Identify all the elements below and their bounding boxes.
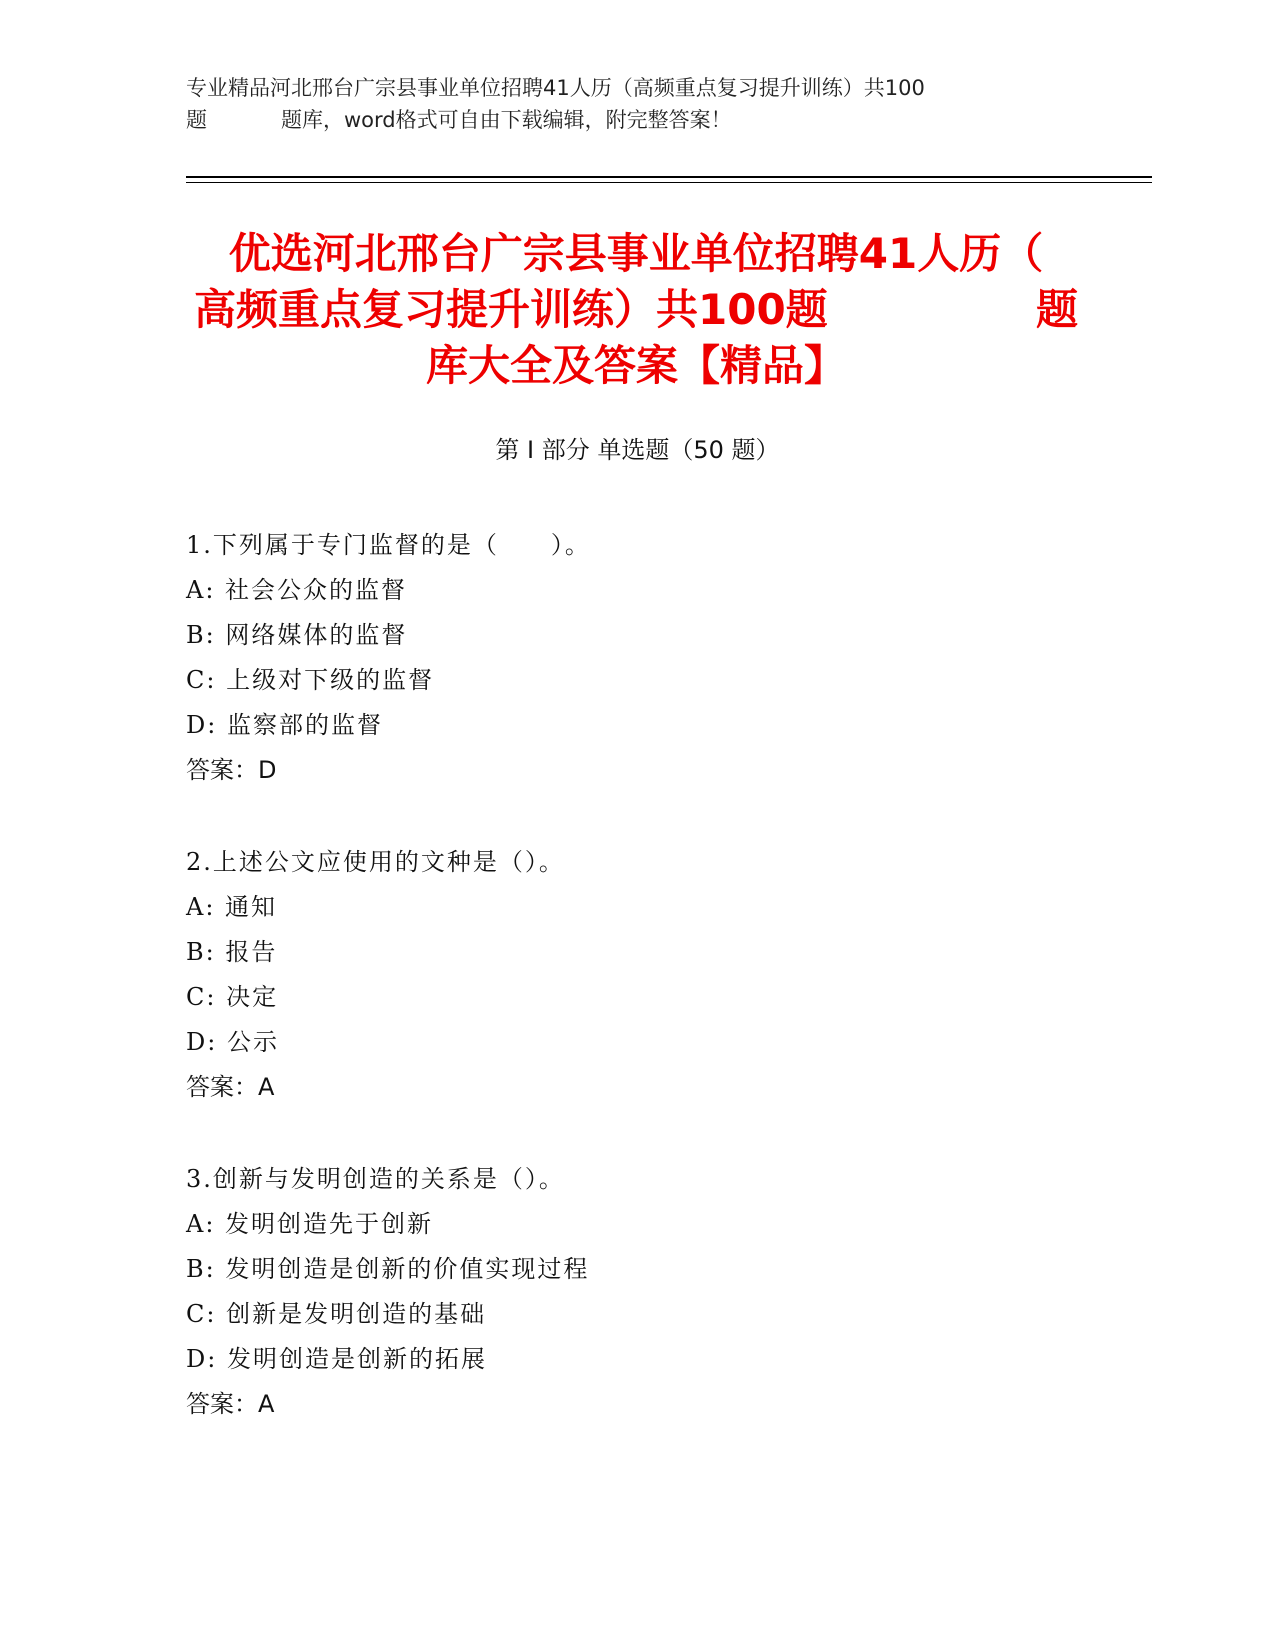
title-row-2-main: 高频重点复习提升训练）共100题: [194, 285, 828, 334]
title-row-2: [186, 282, 1086, 338]
question-stem: 1.下列属于专门监督的是（ ）。: [186, 531, 591, 559]
question-stem: 2.上述公文应使用的文种是（）。: [186, 848, 565, 876]
question-2: [186, 840, 1086, 1110]
option-c: C: 上级对下级的监督: [186, 666, 435, 694]
document-header: [186, 72, 1086, 136]
answer: 答案：A: [186, 1390, 275, 1418]
option-b: B: 发明创造是创新的价值实现过程: [186, 1255, 590, 1283]
answer: 答案：A: [186, 1073, 275, 1101]
option-d: D: 监察部的监督: [186, 711, 383, 739]
option-c: C: 创新是发明创造的基础: [186, 1300, 487, 1328]
header-line-1: 专业精品河北邢台广宗县事业单位招聘41人历（高频重点复习提升训练）共100: [186, 76, 925, 100]
document-title: [186, 226, 1086, 394]
option-d: D: 公示: [186, 1028, 279, 1056]
title-row-3: 库大全及答案【精品】: [425, 341, 846, 390]
section-title: 第 I 部分 单选题（50 题）: [495, 436, 780, 464]
answer: 答案：D: [186, 756, 277, 784]
header-divider-thin: [186, 182, 1152, 183]
header-line-2: [186, 104, 1086, 136]
option-b: B: 网络媒体的监督: [186, 621, 408, 649]
title-row-1: 优选河北邢台广宗县事业单位招聘41人历（: [228, 229, 1044, 278]
question-1: [186, 523, 1086, 793]
header-line-2-rest: 题库，word格式可自由下载编辑，附完整答案！: [281, 108, 732, 132]
header-line-2-start: 题: [186, 108, 207, 132]
title-row-2-end: 题: [1035, 285, 1078, 334]
question-stem: 3.创新与发明创造的关系是（）。: [186, 1165, 565, 1193]
header-divider-thick: [186, 176, 1152, 178]
question-3: [186, 1157, 1086, 1427]
question-list: [186, 523, 1086, 1427]
option-a: A: 发明创造先于创新: [186, 1210, 434, 1238]
option-a: A: 通知: [186, 893, 278, 921]
option-a: A: 社会公众的监督: [186, 576, 408, 604]
option-d: D: 发明创造是创新的拓展: [186, 1345, 487, 1373]
option-c: C: 决定: [186, 983, 279, 1011]
option-b: B: 报告: [186, 938, 278, 966]
